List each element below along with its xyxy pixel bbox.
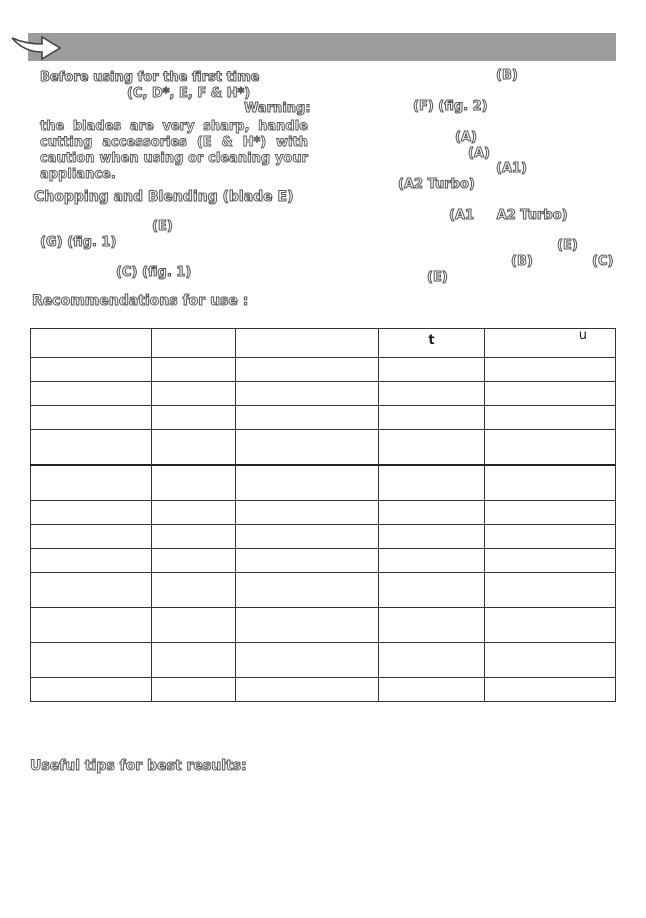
table-row [31, 430, 616, 466]
table-cell [485, 329, 616, 358]
table-row [31, 382, 616, 406]
table-row [31, 643, 616, 678]
accessories-list: (C, D*, E, F & H*) [127, 86, 251, 101]
right-b-label-2: (B) [511, 254, 533, 269]
right-a1-a2-label: (A1 A2 Turbo) [449, 208, 568, 223]
table-cell [236, 329, 378, 358]
table-row [31, 465, 616, 501]
right-f-fig-label: (F) (fig. 2) [413, 99, 488, 114]
right-a-label-1: (A) [455, 130, 477, 145]
c-fig-label: (C) (fig. 1) [116, 265, 192, 280]
table-cell [31, 329, 152, 358]
blade-e-label: (E) [152, 219, 173, 234]
curved-arrow-icon [8, 30, 64, 64]
chopping-heading: Chopping and Blending (blade E) [34, 189, 294, 205]
table-row [31, 608, 616, 643]
g-fig-label: (G) (fig. 1) [40, 235, 117, 250]
table-cell [151, 329, 236, 358]
table-row [31, 678, 616, 702]
warning-label: Warning: [244, 101, 311, 116]
table-cell [378, 329, 485, 358]
table-row [31, 358, 616, 382]
right-b-label: (B) [496, 68, 518, 83]
first-time-line: Before using for the first time [40, 70, 260, 85]
table-row [31, 525, 616, 549]
table-header-row [31, 329, 616, 358]
table-row [31, 406, 616, 430]
recommendations-table [30, 328, 616, 702]
recommendations-heading: Recommendations for use : [32, 293, 249, 309]
useful-tips-heading: Useful tips for best results: [30, 758, 247, 774]
right-a-label-2: (A) [468, 146, 490, 161]
right-e-label-2: (E) [427, 270, 448, 285]
warning-paragraph: the blades are very sharp, handle cutting accessories (E & H*) with caution when using or cleaning your appliance. [40, 119, 308, 182]
table-row [31, 573, 616, 608]
table-row [31, 549, 616, 573]
header-mark-5: u [578, 328, 587, 343]
right-a1-label: (A1) [496, 161, 527, 176]
table-row [31, 501, 616, 525]
right-a2-turbo-label: (A2 Turbo) [398, 177, 475, 192]
section-header-bar [28, 33, 616, 61]
header-mark-4: t [428, 333, 435, 348]
right-c-label: (C) [592, 254, 614, 269]
right-e-label-1: (E) [557, 238, 578, 253]
